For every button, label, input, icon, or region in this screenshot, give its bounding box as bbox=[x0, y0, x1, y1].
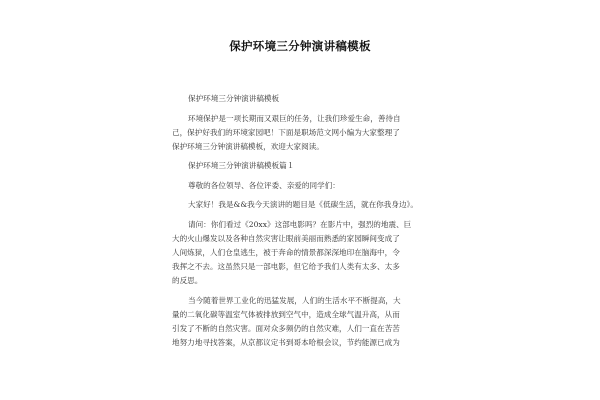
paragraph-line: 地努力地寻找答案，从京都议定书到哥本哈根会议，节约能源已成为 bbox=[172, 338, 400, 347]
salutation-line: 尊敬的各位领导、各位评委、亲爱的同学们： bbox=[188, 180, 340, 190]
greeting-line: 大家好！我是&&我今天演讲的题目是《低碳生活，就在你我身边》。 bbox=[188, 200, 418, 209]
paragraph-line: 的反思。 bbox=[172, 275, 203, 285]
paragraph-line: 引发了不断的自然灾害。面对众多频仍的自然灾难，人们一直在苦苦 bbox=[172, 324, 400, 333]
section-heading: 保护环境三分钟演讲稿模板 bbox=[188, 94, 280, 103]
paragraph-line: 己，保护好我们的环境家园吧！下面是职场范文网小编为大家整理了 bbox=[172, 127, 400, 137]
paragraph-line: 环境保护是一项长期而又艰巨的任务，让我们珍爱生命，善待自 bbox=[188, 113, 401, 123]
paragraph-line: 当今随着世界工业化的迅猛发展，人们的生活水平不断提高，大 bbox=[188, 296, 401, 305]
paragraph-line: 保护环境三分钟演讲稿模板，欢迎大家阅读。 bbox=[172, 141, 324, 151]
paragraph-line: 我挥之不去。这虽然只是一部电影，但它给予我们人类有太多、太多 bbox=[172, 261, 400, 271]
paragraph-line: 量的二氧化碳等温室气体被排放到空气中，造成全球气温升高，从而 bbox=[172, 310, 400, 319]
paragraph-line: 人间炼狱，人们仓皇逃生，被于奔命的情景都深深地印在脑海中，令 bbox=[172, 247, 400, 257]
document-body bbox=[172, 92, 430, 350]
paragraph-line: 大的火山爆发以及各种自然灾害让眼前美丽而熟悉的家园瞬间变成了 bbox=[172, 233, 400, 243]
document-title: 保护环境三分钟演讲稿模板 bbox=[229, 39, 371, 53]
paragraph-line: 请问：你们看过《20xx》这部电影吗？在影片中，强烈的地震、巨 bbox=[188, 219, 412, 229]
subsection-heading: 保护环境三分钟演讲稿模板篇１ bbox=[188, 161, 295, 170]
